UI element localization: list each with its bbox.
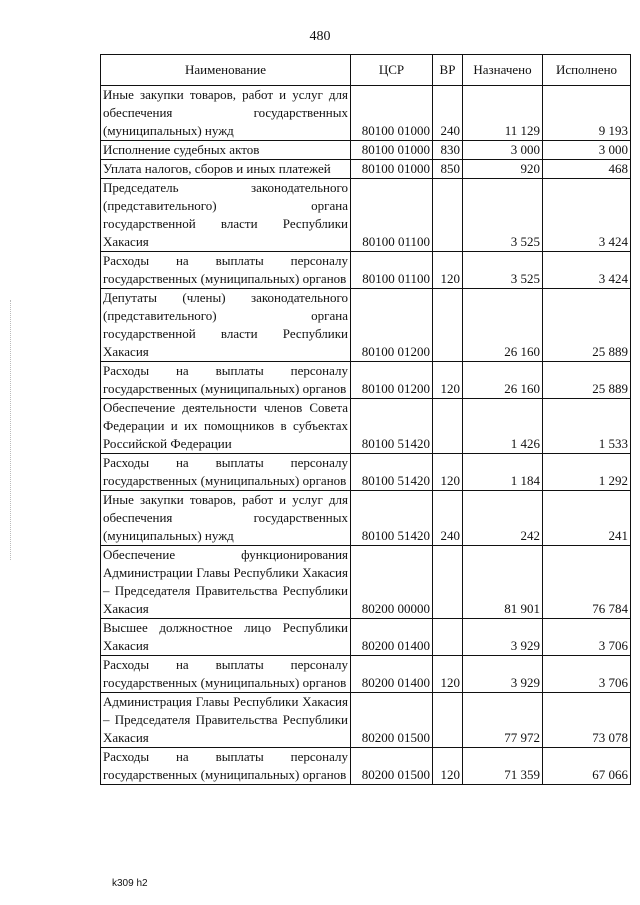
cell-name: Расходы на выплаты персоналу государственных (муниципальных) органов [101, 656, 351, 693]
cell-vr [433, 693, 463, 748]
cell-csr: 80200 00000 [351, 546, 433, 619]
cell-csr: 80200 01400 [351, 619, 433, 656]
cell-csr: 80100 01000 [351, 141, 433, 160]
cell-assigned: 77 972 [463, 693, 543, 748]
cell-executed: 67 066 [543, 748, 631, 785]
cell-csr: 80100 01200 [351, 289, 433, 362]
cell-assigned: 242 [463, 491, 543, 546]
cell-name: Расходы на выплаты персоналу государственных (муниципальных) органов [101, 748, 351, 785]
cell-csr: 80100 51420 [351, 491, 433, 546]
budget-table [100, 54, 631, 785]
cell-assigned: 1 184 [463, 454, 543, 491]
cell-name: Обеспечение деятельности членов Совета Федерации и их помощников в субъектах Российской Федерации [101, 399, 351, 454]
cell-executed: 3 706 [543, 656, 631, 693]
cell-assigned: 3 525 [463, 179, 543, 252]
cell-vr: 240 [433, 86, 463, 141]
table-row [101, 86, 631, 141]
cell-assigned: 920 [463, 160, 543, 179]
table-header-row [101, 55, 631, 86]
cell-csr: 80100 01100 [351, 179, 433, 252]
cell-name: Уплата налогов, сборов и иных платежей [101, 160, 351, 179]
table-row [101, 454, 631, 491]
cell-executed: 76 784 [543, 546, 631, 619]
cell-name: Депутаты (члены) законодательного (представительного) органа государственной власти Республики Хакасия [101, 289, 351, 362]
cell-assigned: 26 160 [463, 289, 543, 362]
footer-code: k309 h2 [112, 878, 148, 889]
header-vr: ВР [433, 55, 463, 86]
margin-scan-marks [10, 300, 12, 560]
cell-vr: 120 [433, 748, 463, 785]
cell-csr: 80100 51420 [351, 399, 433, 454]
cell-assigned: 1 426 [463, 399, 543, 454]
cell-csr: 80200 01500 [351, 748, 433, 785]
table-row [101, 546, 631, 619]
cell-assigned: 3 929 [463, 656, 543, 693]
cell-assigned: 71 359 [463, 748, 543, 785]
page-number: 480 [309, 29, 331, 44]
cell-vr [433, 289, 463, 362]
cell-assigned: 26 160 [463, 362, 543, 399]
cell-executed: 1 533 [543, 399, 631, 454]
cell-executed: 73 078 [543, 693, 631, 748]
header-name: Наименование [101, 55, 351, 86]
cell-name: Высшее должностное лицо Республики Хакасия [101, 619, 351, 656]
cell-executed: 3 424 [543, 252, 631, 289]
cell-name: Расходы на выплаты персоналу государственных (муниципальных) органов [101, 454, 351, 491]
table-row [101, 693, 631, 748]
cell-vr: 120 [433, 656, 463, 693]
cell-executed: 25 889 [543, 362, 631, 399]
table-row [101, 289, 631, 362]
table-row [101, 399, 631, 454]
cell-name: Председатель законодательного (представительного) органа государственной власти Республики Хакасия [101, 179, 351, 252]
cell-vr [433, 546, 463, 619]
cell-executed: 241 [543, 491, 631, 546]
cell-name: Расходы на выплаты персоналу государственных (муниципальных) органов [101, 362, 351, 399]
table-row [101, 179, 631, 252]
cell-vr [433, 179, 463, 252]
table-row [101, 491, 631, 546]
cell-name: Иные закупки товаров, работ и услуг для обеспечения государственных (муниципальных) нужд [101, 86, 351, 141]
cell-csr: 80100 01000 [351, 86, 433, 141]
cell-vr: 120 [433, 362, 463, 399]
table-row [101, 362, 631, 399]
table-row [101, 656, 631, 693]
cell-executed: 9 193 [543, 86, 631, 141]
cell-csr: 80100 01100 [351, 252, 433, 289]
header-csr: ЦСР [351, 55, 433, 86]
table-row [101, 619, 631, 656]
cell-csr: 80100 01000 [351, 160, 433, 179]
cell-csr: 80100 51420 [351, 454, 433, 491]
cell-vr: 830 [433, 141, 463, 160]
cell-csr: 80100 01200 [351, 362, 433, 399]
header-executed: Исполнено [543, 55, 631, 86]
cell-assigned: 11 129 [463, 86, 543, 141]
cell-assigned: 3 929 [463, 619, 543, 656]
cell-vr: 240 [433, 491, 463, 546]
table-row [101, 748, 631, 785]
cell-executed: 468 [543, 160, 631, 179]
cell-executed: 3 706 [543, 619, 631, 656]
cell-csr: 80200 01500 [351, 693, 433, 748]
header-assigned: Назначено [463, 55, 543, 86]
cell-name: Иные закупки товаров, работ и услуг для обеспечения государственных (муниципальных) нужд [101, 491, 351, 546]
cell-vr: 120 [433, 252, 463, 289]
cell-vr [433, 399, 463, 454]
cell-csr: 80200 01400 [351, 656, 433, 693]
cell-name: Администрация Главы Республики Хакасия – Председателя Правительства Республики Хакасия [101, 693, 351, 748]
cell-name: Исполнение судебных актов [101, 141, 351, 160]
cell-executed: 25 889 [543, 289, 631, 362]
cell-assigned: 3 000 [463, 141, 543, 160]
cell-executed: 1 292 [543, 454, 631, 491]
cell-name: Расходы на выплаты персоналу государственных (муниципальных) органов [101, 252, 351, 289]
table-row [101, 160, 631, 179]
cell-name: Обеспечение функционирования Администрации Главы Республики Хакасия – Председателя Правительства Республики Хакасия [101, 546, 351, 619]
cell-vr [433, 619, 463, 656]
cell-assigned: 81 901 [463, 546, 543, 619]
cell-assigned: 3 525 [463, 252, 543, 289]
table-row [101, 252, 631, 289]
cell-executed: 3 424 [543, 179, 631, 252]
table-row [101, 141, 631, 160]
cell-executed: 3 000 [543, 141, 631, 160]
cell-vr: 120 [433, 454, 463, 491]
cell-vr: 850 [433, 160, 463, 179]
